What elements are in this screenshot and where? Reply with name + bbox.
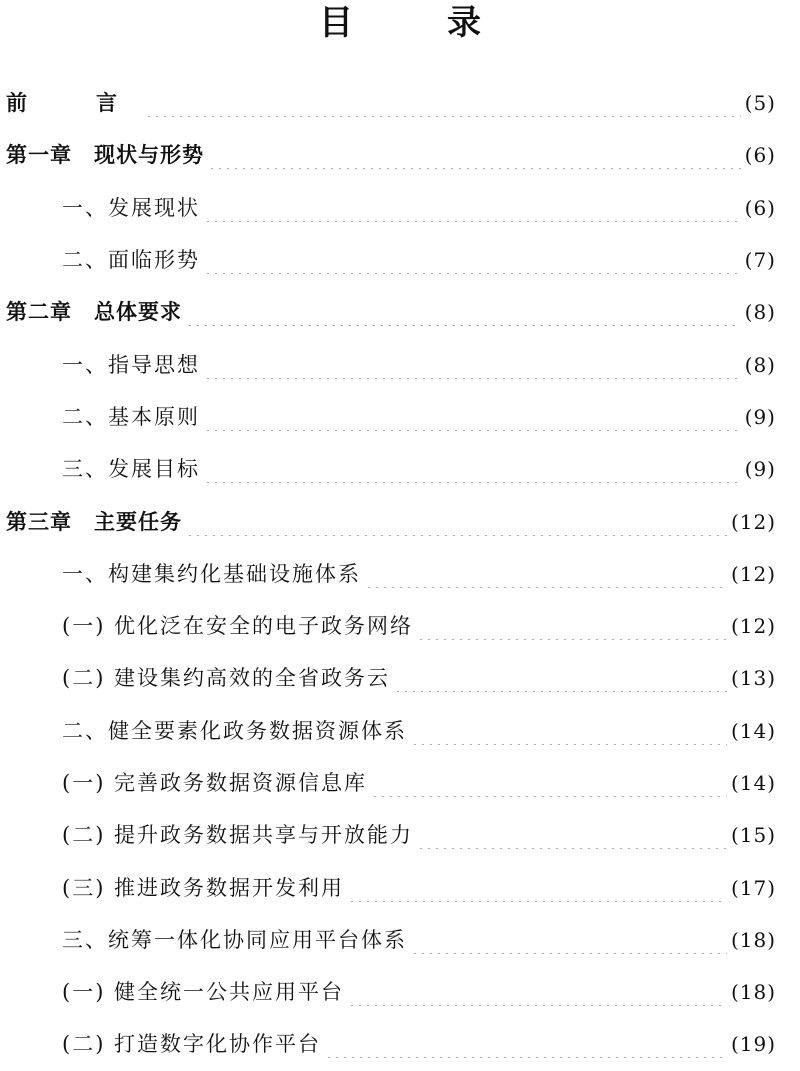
page-number: (12) bbox=[730, 614, 776, 639]
page-number: (15) bbox=[730, 823, 776, 848]
dot-leader bbox=[348, 978, 727, 1006]
page-number: (18) bbox=[730, 980, 776, 1005]
page-number: (8) bbox=[744, 300, 776, 325]
toc-entry[interactable] bbox=[0, 548, 800, 600]
dot-leader bbox=[204, 246, 741, 274]
chapter-title: 总体要求 bbox=[94, 300, 182, 325]
toc-entry-title: (三) 推进政务数据开发利用 bbox=[62, 875, 345, 900]
toc-entry-title: 二、面临形势 bbox=[62, 248, 200, 273]
dot-leader bbox=[348, 874, 727, 902]
page-number: (19) bbox=[730, 1032, 776, 1057]
toc-entry-title: 一、发展现状 bbox=[62, 195, 200, 220]
page-number: (12) bbox=[730, 509, 776, 534]
toc-entry-title: (二) 提升政务数据共享与开放能力 bbox=[62, 823, 414, 848]
toc-entry[interactable] bbox=[0, 443, 800, 495]
toc-entry-title bbox=[6, 141, 204, 169]
toc-entry[interactable] bbox=[0, 914, 800, 966]
dot-leader bbox=[186, 298, 741, 326]
page-number: (14) bbox=[730, 771, 776, 795]
dot-leader bbox=[204, 351, 741, 379]
toc-entry-title: 一、指导思想 bbox=[62, 352, 200, 377]
toc-entry-title bbox=[6, 508, 182, 536]
page-number: (14) bbox=[730, 718, 776, 743]
dot-leader bbox=[186, 508, 727, 536]
toc-entry[interactable] bbox=[0, 391, 800, 443]
page-number: (18) bbox=[730, 927, 776, 952]
toc-entry[interactable] bbox=[0, 861, 800, 913]
dot-leader bbox=[417, 612, 727, 640]
toc-entry-title bbox=[6, 298, 182, 326]
toc-entry[interactable] bbox=[0, 286, 800, 338]
page-title: 目 录 bbox=[319, 3, 511, 43]
dot-leader bbox=[411, 717, 727, 745]
toc-entry[interactable] bbox=[0, 757, 800, 809]
dot-leader bbox=[204, 194, 741, 222]
toc-entry-title: 二、基本原则 bbox=[62, 404, 200, 429]
page-number: (6) bbox=[744, 195, 776, 220]
toc-entry-title: 前 言 bbox=[6, 91, 141, 116]
toc-entry[interactable] bbox=[0, 652, 800, 704]
page-number: (13) bbox=[730, 666, 776, 691]
chapter-number: 第二章 bbox=[6, 300, 72, 325]
dot-leader bbox=[417, 821, 727, 849]
toc-entry[interactable] bbox=[0, 234, 800, 286]
toc-entry-title: 一、构建集约化基础设施体系 bbox=[62, 561, 361, 586]
toc-entry-title: 三、发展目标 bbox=[62, 457, 200, 482]
dot-leader bbox=[325, 1030, 727, 1058]
page-number: (8) bbox=[744, 352, 776, 377]
dot-leader bbox=[411, 926, 727, 954]
dot-leader bbox=[208, 141, 741, 169]
toc-entry-title: 二、健全要素化政务数据资源体系 bbox=[62, 718, 407, 743]
page-number: (5) bbox=[744, 91, 776, 116]
chapter-title: 现状与形势 bbox=[94, 143, 204, 168]
toc-entry-title: 三、统筹一体化协同应用平台体系 bbox=[62, 927, 407, 952]
dot-leader bbox=[365, 560, 727, 588]
toc-entry[interactable] bbox=[0, 1018, 800, 1070]
dot-leader bbox=[204, 455, 741, 483]
chapter-number: 第三章 bbox=[6, 509, 72, 534]
toc-entry[interactable] bbox=[0, 966, 800, 1018]
toc-entry[interactable] bbox=[0, 182, 800, 234]
page-number: (17) bbox=[730, 875, 776, 900]
toc-entry[interactable] bbox=[0, 338, 800, 390]
dot-leader bbox=[394, 664, 727, 692]
page-number: (6) bbox=[744, 143, 776, 168]
dot-leader bbox=[145, 89, 741, 117]
chapter-title: 主要任务 bbox=[94, 509, 182, 534]
toc-entry-title: (一) 完善政务数据资源信息库 bbox=[62, 771, 368, 795]
toc-entry[interactable] bbox=[0, 600, 800, 652]
toc-entry[interactable] bbox=[0, 129, 800, 181]
toc-entry[interactable] bbox=[0, 77, 800, 129]
table-of-contents bbox=[0, 77, 800, 1071]
toc-entry-title: (二) 打造数字化协作平台 bbox=[62, 1032, 322, 1057]
dot-leader bbox=[371, 769, 727, 797]
toc-entry[interactable] bbox=[0, 705, 800, 757]
dot-leader bbox=[204, 403, 741, 431]
toc-entry[interactable] bbox=[0, 495, 800, 547]
page-number: (7) bbox=[744, 248, 776, 273]
page-number: (9) bbox=[744, 457, 776, 482]
toc-entry-title: (一) 健全统一公共应用平台 bbox=[62, 980, 345, 1005]
page-number: (9) bbox=[744, 404, 776, 429]
toc-entry-title: (一) 优化泛在安全的电子政务网络 bbox=[62, 614, 414, 639]
toc-entry[interactable] bbox=[0, 809, 800, 861]
chapter-number: 第一章 bbox=[6, 143, 72, 168]
toc-entry-title: (二) 建设集约高效的全省政务云 bbox=[62, 666, 391, 691]
page-number: (12) bbox=[730, 561, 776, 586]
